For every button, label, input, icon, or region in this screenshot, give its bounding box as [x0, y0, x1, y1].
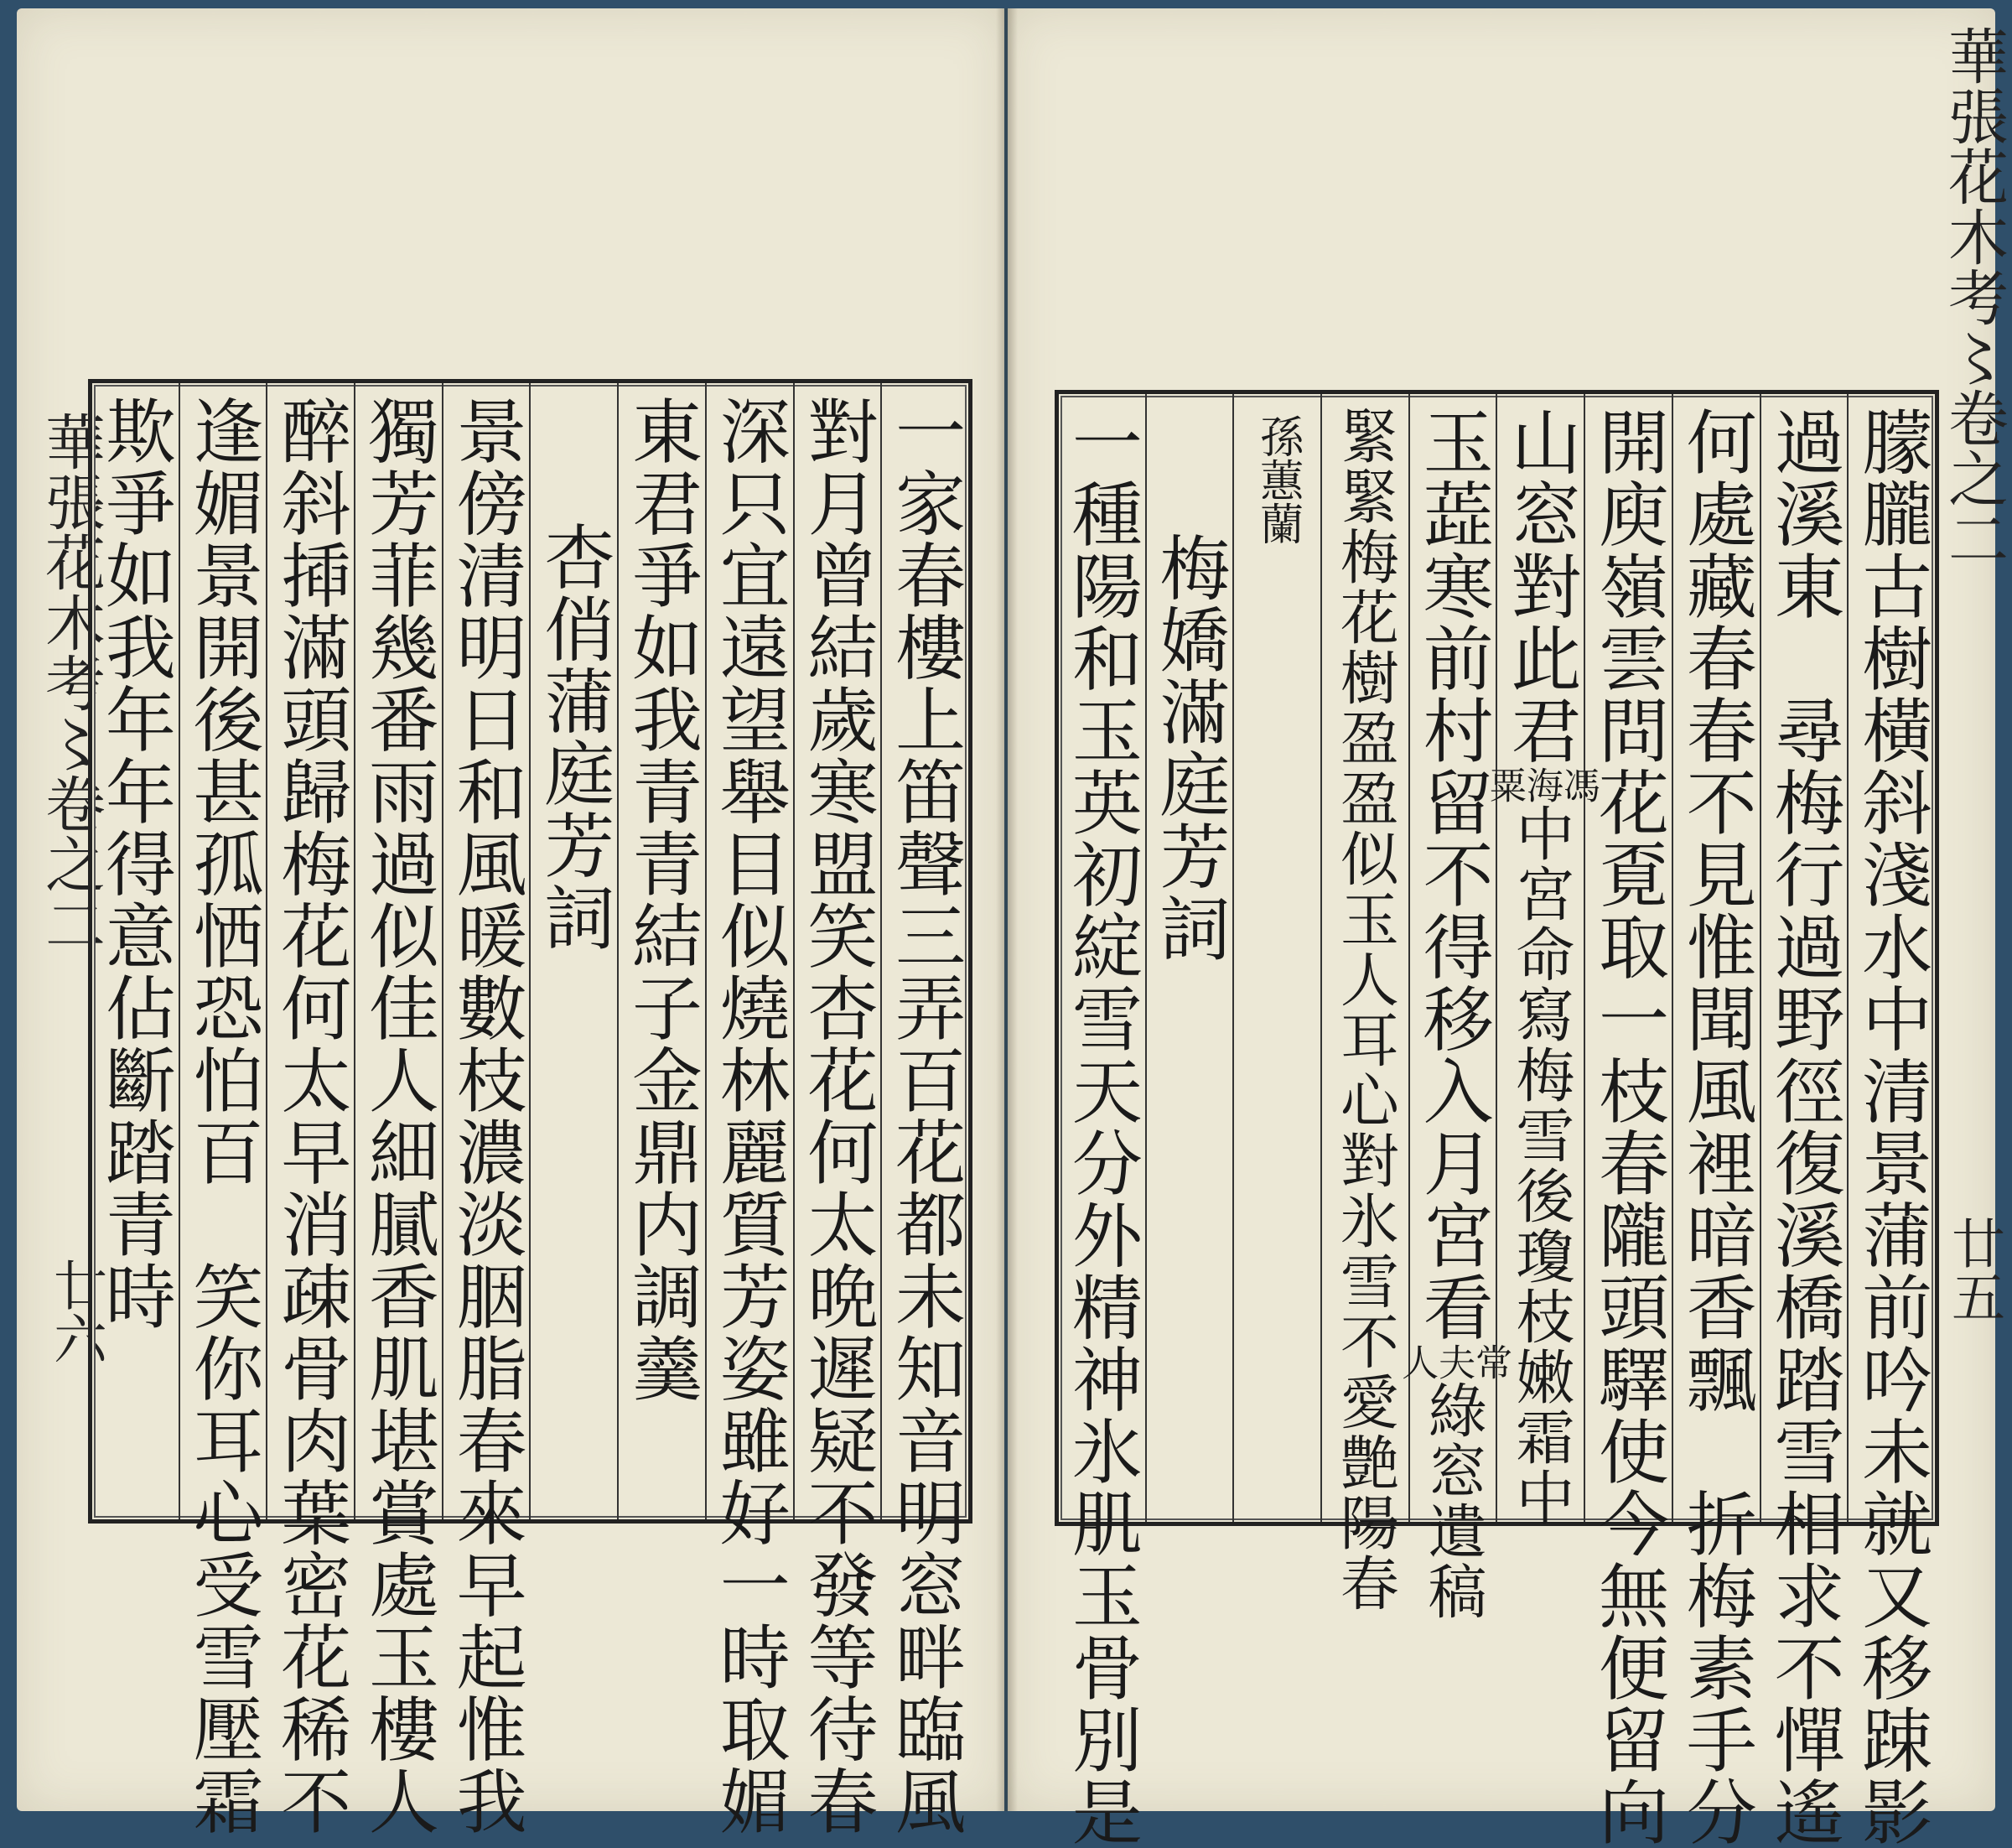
- text-column: 開庾嶺雲問花覔取一枝春隴頭驛使今無便留向: [1584, 394, 1672, 1522]
- text-column: 緊緊梅花樹盈盈似玉人耳心對氷雪不愛艶陽春: [1320, 394, 1408, 1522]
- text-column: 玉蕋寒前村留不得移入月宮看 常夫人 綠窓遺稿: [1408, 394, 1496, 1522]
- text-column: 一家春樓上笛聲三弄百花都未知音明窓畔臨風: [880, 383, 968, 1519]
- text-column: 過溪東 尋梅行過野徑復溪橋踏雪相求不憚遙: [1760, 394, 1848, 1522]
- author-column: 孫蕙蘭: [1232, 394, 1320, 1522]
- left-text-frame: [88, 379, 972, 1837]
- text-column: 對月曾結歲寒盟笑杏花何太晩遲疑不發等待春: [793, 383, 881, 1519]
- text-column: 欺爭如我年年得意佔斷踏青時: [94, 395, 177, 1332]
- left-margin-title: 華張花木考〻卷之二: [35, 411, 106, 954]
- text-column: 何處藏春春不見惟聞風裡暗香飄 折梅素手分: [1672, 394, 1760, 1522]
- poem-title-column: 杏俏蒲庭芳詞: [529, 383, 617, 1519]
- text-column: 山窓對此君 馮海粟 中宮命寫梅雪後瓊枝嫩霜中: [1496, 394, 1584, 1522]
- left-folio: 廿六: [44, 1258, 106, 1365]
- author-note: 常夫人: [1395, 1343, 1512, 1380]
- text-column: 深只宜遠望舉目似燒林麗質芳姿雖好一時取媚: [705, 383, 793, 1519]
- text-column: 醉斜揷滿頭歸梅花何太早消疎骨肉葉密花稀不: [266, 383, 354, 1519]
- text-column: 景傍清明日和風暖數枝濃淡胭脂春來早起惟我: [442, 383, 530, 1519]
- right-folio: 廿五: [1942, 1216, 2004, 1323]
- right-margin-title: 華張花木考〻卷之二: [1938, 25, 2009, 568]
- text-column: 逢媚景開後甚孤恓恐怕百 笑你耳心受雪壓霜: [179, 383, 267, 1519]
- right-text-frame: [1055, 390, 1939, 1848]
- author-note: 馮海粟: [1482, 766, 1600, 803]
- text-column: 一種陽和玉英初綻雪天分外精神氷肌玉骨別是: [1060, 406, 1143, 1848]
- book-gutter: [996, 8, 1018, 1811]
- text-column: 獨芳菲幾番雨過似佳人細膩香肌堪賞處玉樓人: [354, 383, 442, 1519]
- poem-title-column: 梅嬌滿庭芳詞: [1145, 394, 1233, 1522]
- text-column: 東君爭如我青青結子金鼎内調羹: [617, 383, 705, 1519]
- text-column: 朦朧古樹橫斜淺水中清景蒲前吟未就又移踈影: [1847, 394, 1935, 1522]
